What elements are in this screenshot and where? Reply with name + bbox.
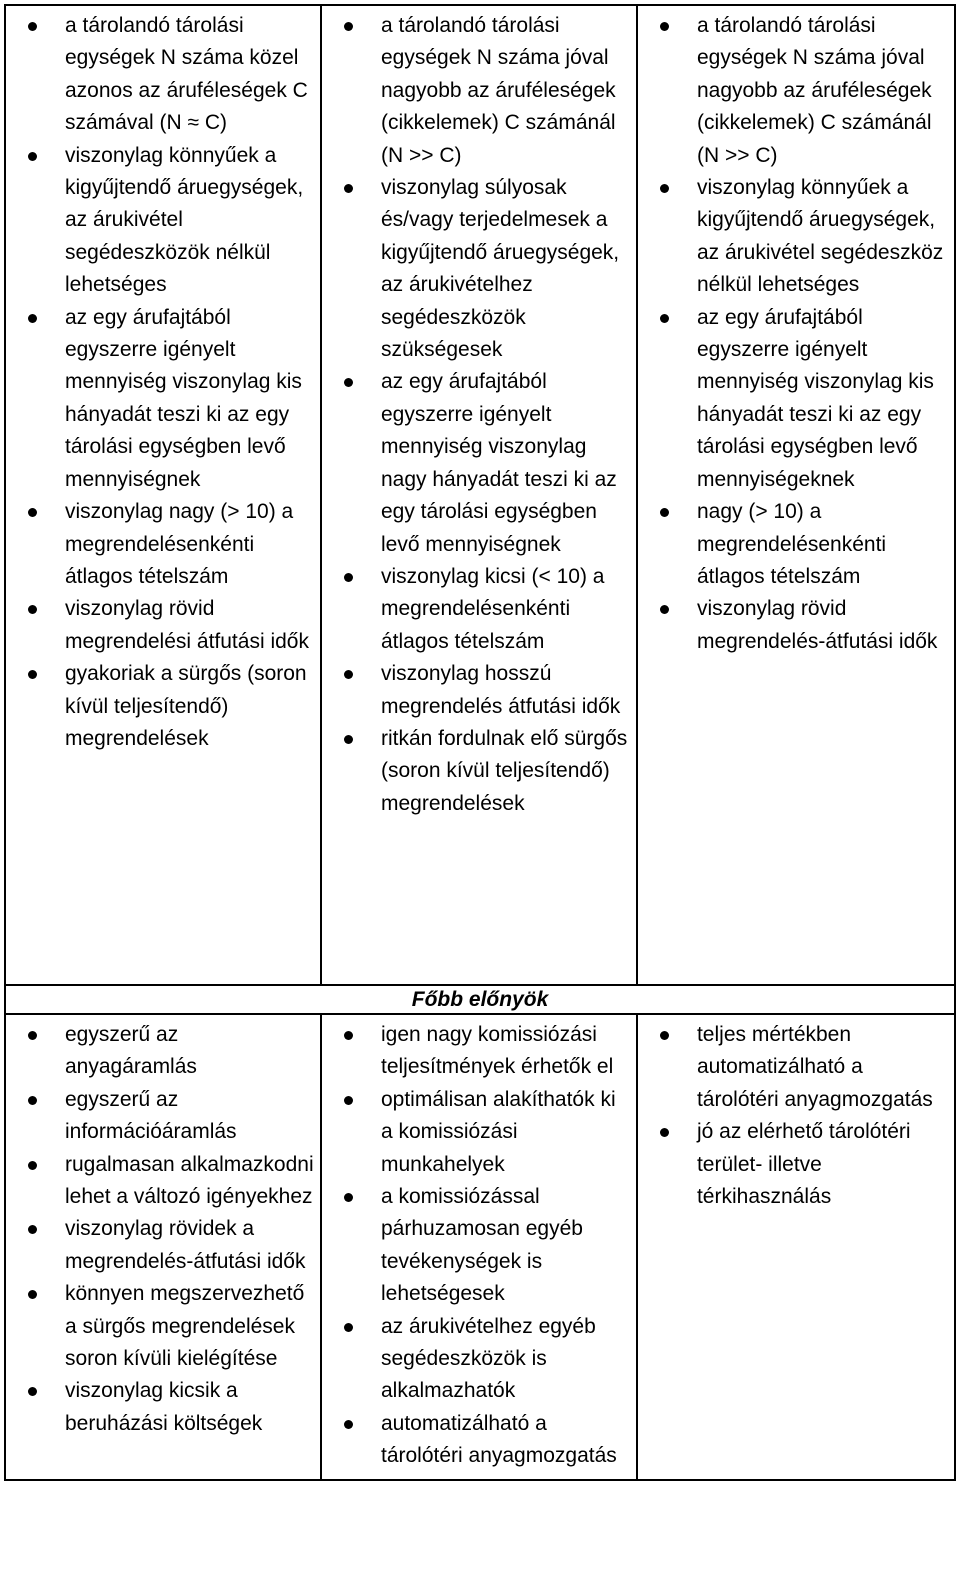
list-item: a tárolandó tárolási egységek N száma jóval nagyobb az áruféleségek (cikkelemek) C számánál (N >> C) [328, 10, 630, 172]
list-item: a tárolandó tárolási egységek N száma közel azonos az áruféleségek C számával (N ≈ C) [12, 10, 314, 140]
bullet-list [12, 1019, 314, 1440]
list-item: teljes mértékben automatizálható a tárolótéri anyagmozgatás [644, 1019, 948, 1116]
bullet-list [12, 10, 314, 755]
list-item: viszonylag kicsik a beruházási költségek [12, 1375, 314, 1440]
table-cell [637, 5, 955, 985]
list-item: egyszerű az anyagáramlás [12, 1019, 314, 1084]
list-item: a komissiózással párhuzamosan egyéb tevékenységek is lehetségesek [328, 1181, 630, 1311]
bullet-list [644, 10, 948, 658]
bullet-list [644, 1019, 948, 1213]
list-item: viszonylag könnyűek a kigyűjtendő áruegységek, az árukivétel segédeszköz nélkül lehetséges [644, 172, 948, 302]
table-cell [5, 1014, 321, 1480]
section-header: Főbb előnyök [5, 985, 955, 1014]
list-item: az árukivételhez egyéb segédeszközök is alkalmazhatók [328, 1311, 630, 1408]
list-item: optimálisan alakíthatók ki a komissiózási munkahelyek [328, 1084, 630, 1181]
list-item: viszonylag súlyosak és/vagy terjedelmesek a kigyűjtendő áruegységek, az árukivételhez segédeszközök szükségesek [328, 172, 630, 366]
table-cell [5, 5, 321, 985]
list-item: viszonylag könnyűek a kigyűjtendő áruegységek, az árukivétel segédeszközök nélkül lehetséges [12, 140, 314, 302]
list-item: viszonylag rövid megrendelés-átfutási idők [644, 593, 948, 658]
list-item: viszonylag nagy (> 10) a megrendelésenkénti átlagos tételszám [12, 496, 314, 593]
list-item: az egy árufajtából egyszerre igényelt mennyiség viszonylag nagy hányadát teszi ki az egy tárolási egységben levő mennyiségnek [328, 366, 630, 560]
list-item: a tárolandó tárolási egységek N száma jóval nagyobb az áruféleségek (cikkelemek) C számánál (N >> C) [644, 10, 948, 172]
table-cell [321, 5, 637, 985]
list-item: gyakoriak a sürgős (soron kívül teljesítendő) megrendelések [12, 658, 314, 755]
advantages-row [5, 1014, 955, 1480]
comparison-table [4, 4, 956, 1481]
bullet-list [328, 10, 630, 820]
list-item: viszonylag rövid megrendelési átfutási idők [12, 593, 314, 658]
list-item: viszonylag kicsi (< 10) a megrendelésenkénti átlagos tételszám [328, 561, 630, 658]
table-cell [321, 1014, 637, 1480]
list-item: jó az elérhető tárolótéri terület- illetve térkihasználás [644, 1116, 948, 1213]
list-item: az egy árufajtából egyszerre igényelt mennyiség viszonylag kis hányadát teszi ki az egy tárolási egységben levő mennyiségnek [12, 302, 314, 496]
list-item: nagy (> 10) a megrendelésenkénti átlagos tételszám [644, 496, 948, 593]
section-header-row [5, 985, 955, 1014]
list-item: rugalmasan alkalmazkodni lehet a változó igényekhez [12, 1149, 314, 1214]
list-item: egyszerű az információáramlás [12, 1084, 314, 1149]
characteristics-row [5, 5, 955, 985]
list-item: ritkán fordulnak elő sürgős (soron kívül teljesítendő) megrendelések [328, 723, 630, 820]
list-item: viszonylag hosszú megrendelés átfutási idők [328, 658, 630, 723]
list-item: az egy árufajtából egyszerre igényelt mennyiség viszonylag kis hányadát teszi ki az egy tárolási egységben levő mennyiségeknek [644, 302, 948, 496]
bullet-list [328, 1019, 630, 1473]
document-page [4, 4, 956, 1583]
list-item: igen nagy komissiózási teljesítmények érhetők el [328, 1019, 630, 1084]
list-item: viszonylag rövidek a megrendelés-átfutási idők [12, 1213, 314, 1278]
table-cell [637, 1014, 955, 1480]
list-item: automatizálható a tárolótéri anyagmozgatás [328, 1408, 630, 1473]
list-item: könnyen megszervezhető a sürgős megrendelések soron kívüli kielégítése [12, 1278, 314, 1375]
